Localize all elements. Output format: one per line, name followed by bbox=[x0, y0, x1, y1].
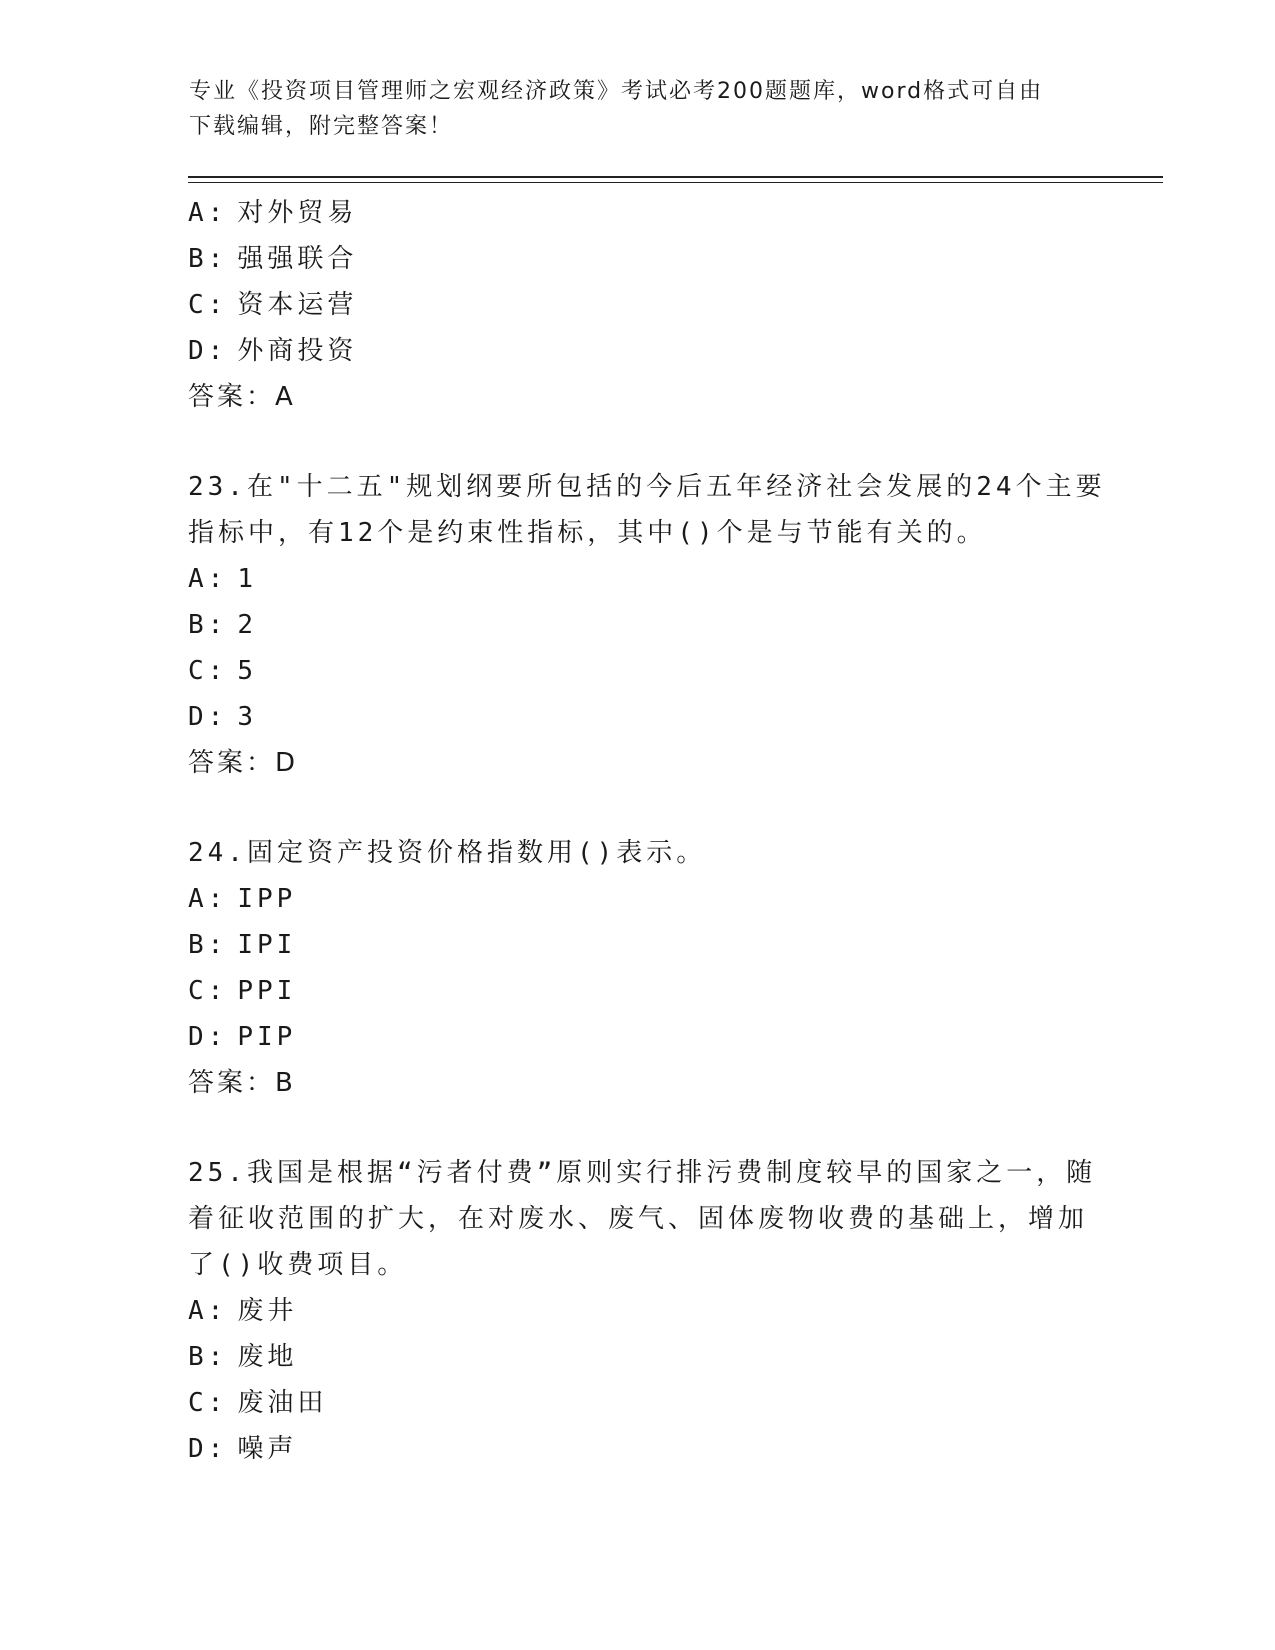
stem-line: 24.固定资产投资价格指数用()表示。 bbox=[188, 838, 707, 868]
option-label: A: bbox=[188, 564, 228, 594]
stem-line: 着征收范围的扩大，在对废水、废气、固体废物收费的基础上，增加 bbox=[188, 1204, 1089, 1234]
option-text: 3 bbox=[237, 702, 257, 732]
option-d bbox=[188, 1426, 1088, 1472]
option-c bbox=[188, 968, 1088, 1014]
option-list bbox=[188, 1288, 1088, 1472]
option-text: 废井 bbox=[237, 1296, 298, 1326]
question-25 bbox=[188, 1150, 1097, 1472]
option-c bbox=[188, 282, 1088, 328]
question-list bbox=[188, 190, 1106, 1472]
answer-line: 答案：D bbox=[188, 748, 299, 778]
option-b bbox=[188, 1334, 1088, 1380]
option-text: 废地 bbox=[237, 1342, 298, 1372]
option-text: PPI bbox=[237, 976, 297, 1006]
option-text: IPI bbox=[237, 930, 297, 960]
option-list bbox=[188, 556, 1088, 740]
option-a bbox=[188, 190, 1088, 236]
option-label: D: bbox=[188, 1022, 228, 1052]
option-label: B: bbox=[188, 1342, 228, 1372]
question-spacer bbox=[188, 420, 1088, 464]
option-text: IPP bbox=[237, 884, 297, 914]
option-label: B: bbox=[188, 610, 228, 640]
option-d bbox=[188, 328, 1088, 374]
option-text: 1 bbox=[237, 564, 257, 594]
question-stem bbox=[188, 830, 1088, 876]
option-a bbox=[188, 876, 1088, 922]
option-label: C: bbox=[188, 656, 228, 686]
option-d bbox=[188, 1014, 1088, 1060]
question-22 bbox=[188, 190, 1088, 420]
option-text: 2 bbox=[237, 610, 257, 640]
option-text: 噪声 bbox=[237, 1434, 298, 1464]
stem-line: 指标中，有12个是约束性指标，其中()个是与节能有关的。 bbox=[188, 518, 987, 548]
option-c bbox=[188, 648, 1088, 694]
option-label: A: bbox=[188, 198, 228, 228]
option-label: B: bbox=[188, 244, 228, 274]
option-text: 强强联合 bbox=[237, 244, 358, 274]
stem-line: 了()收费项目。 bbox=[188, 1250, 408, 1280]
option-list bbox=[188, 190, 1088, 374]
option-list bbox=[188, 876, 1088, 1060]
option-b bbox=[188, 602, 1088, 648]
option-label: C: bbox=[188, 976, 228, 1006]
option-label: B: bbox=[188, 930, 228, 960]
document-header bbox=[189, 74, 1089, 144]
answer-line: 答案：A bbox=[188, 382, 296, 412]
option-d bbox=[188, 694, 1088, 740]
question-spacer bbox=[188, 1106, 1088, 1150]
header-line-1: 专业《投资项目管理师之宏观经济政策》考试必考200题题库，word格式可自由 bbox=[189, 79, 1044, 104]
option-text: 对外贸易 bbox=[237, 198, 358, 228]
option-text: 外商投资 bbox=[237, 336, 358, 366]
option-a bbox=[188, 1288, 1088, 1334]
option-a bbox=[188, 556, 1088, 602]
option-text: 废油田 bbox=[237, 1388, 328, 1418]
answer-line: 答案：B bbox=[188, 1068, 296, 1098]
option-text: 资本运营 bbox=[237, 290, 358, 320]
option-c bbox=[188, 1380, 1088, 1426]
option-label: D: bbox=[188, 702, 228, 732]
option-text: 5 bbox=[237, 656, 257, 686]
question-24 bbox=[188, 830, 1088, 1106]
option-label: D: bbox=[188, 336, 228, 366]
question-stem bbox=[188, 464, 1106, 556]
option-label: A: bbox=[188, 884, 228, 914]
header-divider-thick bbox=[188, 176, 1163, 178]
question-spacer bbox=[188, 786, 1088, 830]
option-label: C: bbox=[188, 1388, 228, 1418]
stem-line: 25.我国是根据“污者付费”原则实行排污费制度较早的国家之一，随 bbox=[188, 1158, 1097, 1188]
stem-line: 23.在"十二五"规划纲要所包括的今后五年经济社会发展的24个主要 bbox=[188, 472, 1106, 502]
option-label: D: bbox=[188, 1434, 228, 1464]
header-line-2: 下载编辑，附完整答案！ bbox=[189, 114, 454, 139]
question-stem bbox=[188, 1150, 1097, 1288]
option-text: PIP bbox=[237, 1022, 297, 1052]
option-label: C: bbox=[188, 290, 228, 320]
option-label: A: bbox=[188, 1296, 228, 1326]
option-b bbox=[188, 236, 1088, 282]
option-b bbox=[188, 922, 1088, 968]
header-divider-thin bbox=[188, 182, 1163, 183]
question-23 bbox=[188, 464, 1106, 786]
